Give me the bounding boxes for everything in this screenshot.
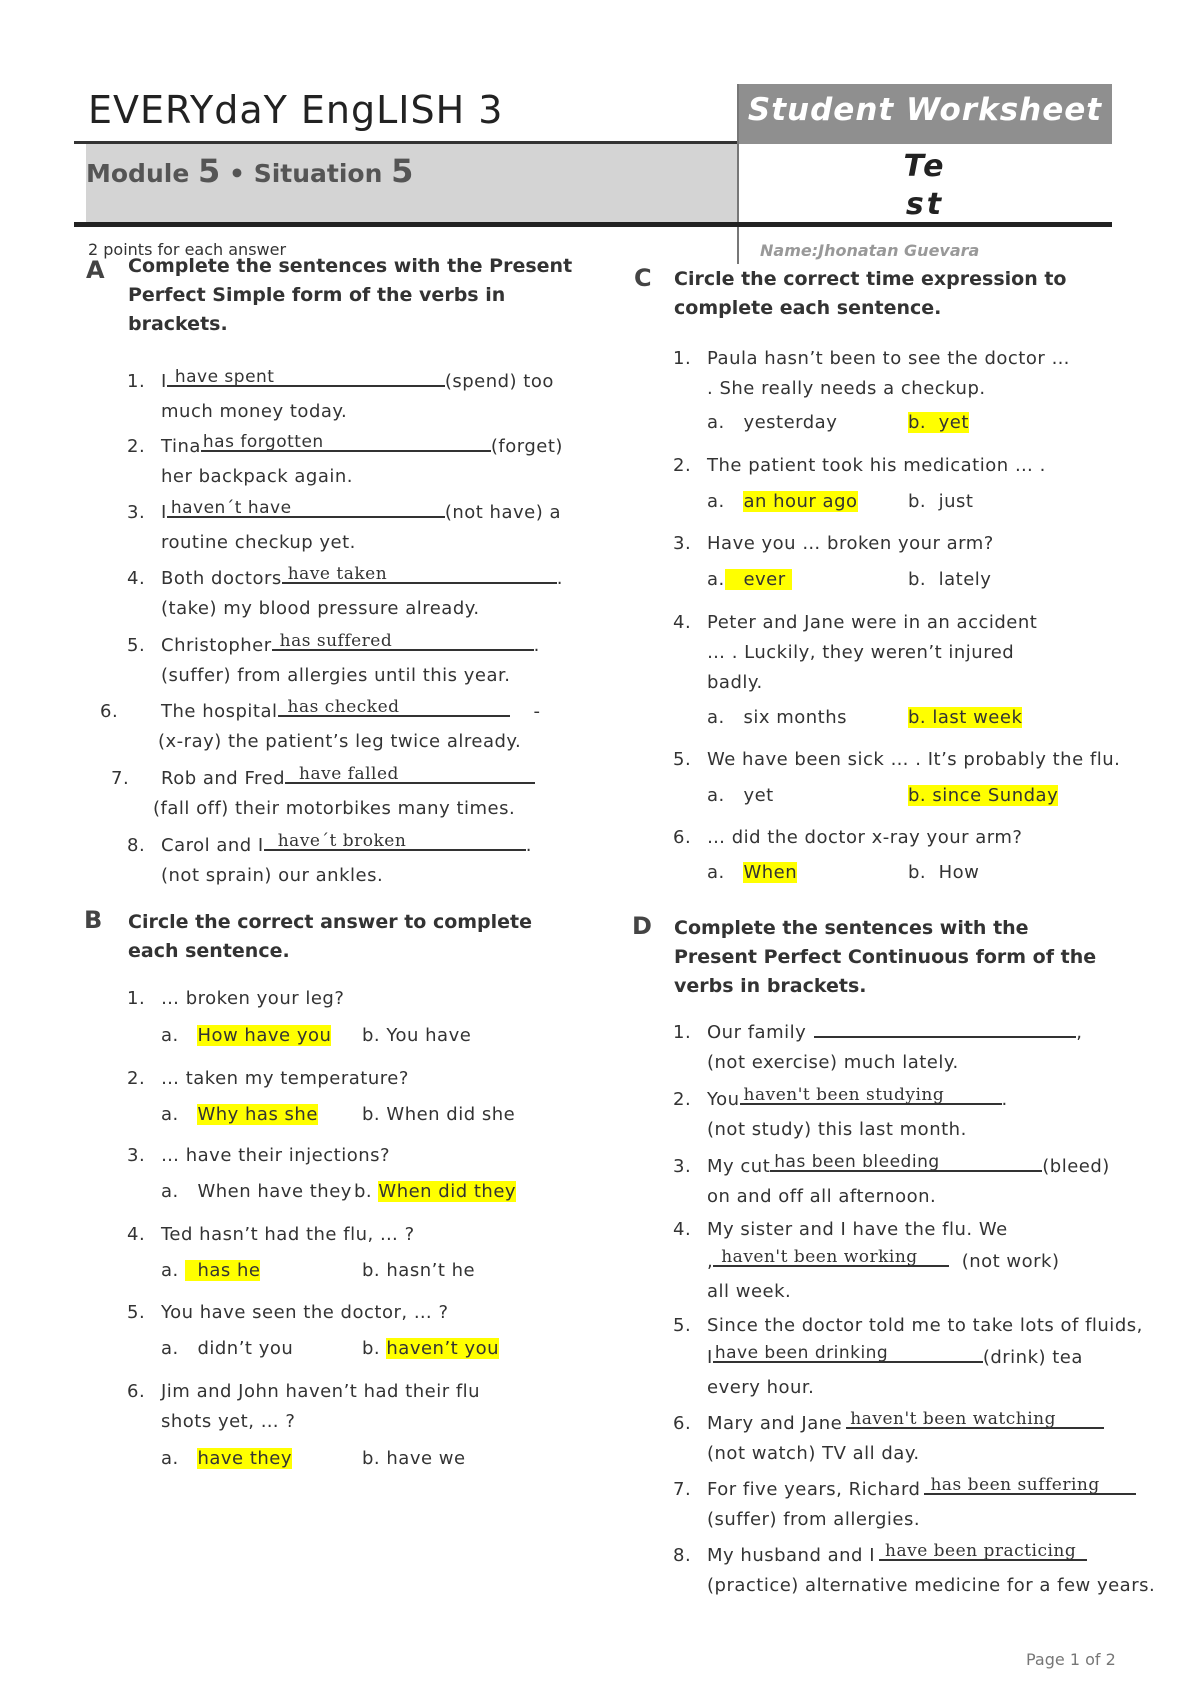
section-d-title-line: verbs in brackets. [674, 975, 867, 997]
section-d-item-8 [673, 1539, 1193, 1601]
option-a[interactable] [707, 412, 837, 433]
sentence-continuation: on and off all afternoon. [707, 1186, 937, 1207]
section-b-title-line: each sentence. [128, 940, 290, 962]
punctuation: - [533, 701, 541, 722]
sentence-start: My cut [707, 1156, 771, 1177]
item-number: 8. [127, 835, 146, 856]
sentence-continuation: her backpack again. [161, 466, 353, 487]
section-b-item-6 [127, 1377, 587, 1437]
option-label: b. [362, 1104, 381, 1125]
section-b-item-5 [127, 1298, 587, 1328]
option-label: a. [161, 1025, 179, 1046]
sentence-start: Carol and I [161, 835, 264, 856]
option-a[interactable] [707, 707, 847, 728]
module-situation-label [86, 152, 413, 190]
option-a[interactable] [161, 1448, 292, 1469]
student-worksheet-label: Student Worksheet [747, 92, 1103, 128]
section-c-item-1 [673, 344, 1153, 404]
sentence-start: I [707, 1347, 713, 1368]
question-text: We have been sick … . It’s probably the flu. [707, 749, 1121, 770]
item-number: 4. [673, 1219, 692, 1240]
sentence-start: I [161, 502, 167, 523]
student-name: Name:Jhonatan Guevara [760, 241, 980, 260]
option-text: yesterday [743, 412, 838, 433]
option-label: a. [161, 1181, 179, 1202]
item-number: 2. [673, 455, 692, 476]
answer-blank[interactable] [201, 430, 491, 452]
worksheet-title: EVERYdaY EngLISH 3 [88, 88, 504, 132]
item-number: 5. [673, 749, 692, 770]
answer-blank[interactable] [713, 1341, 983, 1363]
item-number: 3. [673, 1156, 692, 1177]
answer-text: has been suffering [930, 1475, 1100, 1495]
section-a-item-1 [127, 365, 587, 427]
verb-hint: (drink) tea [982, 1347, 1083, 1368]
option-label: b. [362, 1448, 381, 1469]
option-label: a. [161, 1260, 179, 1281]
selected-answer: haven’t you [386, 1338, 500, 1359]
question-continuation: shots yet, … ? [161, 1411, 296, 1432]
option-text: hasn’t he [386, 1260, 476, 1281]
option-text: lately [938, 569, 992, 590]
sentence-continuation: (fall off) their motorbikes many times. [153, 798, 516, 819]
item-number: 3. [127, 1145, 146, 1166]
question-continuation: … . Luckily, they weren’t injured [707, 642, 1015, 663]
selected-answer: last week [932, 707, 1023, 728]
selected-answer: Why has she [197, 1104, 318, 1125]
answer-text: has checked [287, 697, 400, 717]
selected-answer: When did they [378, 1181, 517, 1202]
answer-blank[interactable] [924, 1473, 1136, 1495]
sentence-start: Since the doctor told me to take lots of fluids, [707, 1315, 1143, 1336]
selected-answer: When [743, 862, 798, 883]
option-b[interactable] [908, 412, 969, 433]
section-d-title-line: Present Perfect Continuous form of the [674, 946, 1097, 968]
option-label: b. [908, 785, 927, 806]
sentence-continuation: every hour. [707, 1377, 815, 1398]
item-number: 7. [673, 1479, 692, 1500]
option-text: When have they [197, 1181, 352, 1202]
question-continuation: badly. [707, 672, 763, 693]
section-a-letter: A [86, 256, 105, 284]
question-text: … did the doctor x-ray your arm? [707, 827, 1023, 848]
option-label: a. [707, 491, 725, 512]
option-b[interactable] [908, 491, 973, 512]
section-b-letter: B [84, 906, 103, 934]
option-label: a. [161, 1104, 179, 1125]
module-number: 5 [198, 152, 221, 190]
question-text: The patient took his medication … . [707, 455, 1046, 476]
sentence-start: My husband and I [707, 1545, 876, 1566]
answer-text: have been practicing [885, 1541, 1077, 1561]
sentence-continuation: routine checkup yet. [161, 532, 356, 553]
option-text: You have [386, 1025, 472, 1046]
section-d-item-1 [673, 1016, 1153, 1078]
option-label: b. [908, 707, 927, 728]
option-b[interactable] [908, 862, 979, 883]
punctuation: , [1076, 1022, 1083, 1043]
points-note: 2 points for each answer [88, 240, 287, 259]
answer-text: have spent [174, 367, 275, 387]
punctuation: . [556, 568, 563, 589]
answer-blank[interactable] [278, 695, 510, 717]
verb-hint: (forget) [490, 436, 563, 457]
answer-text: has been bleeding [774, 1152, 940, 1172]
option-text: six months [743, 707, 847, 728]
answer-blank[interactable] [846, 1407, 1104, 1429]
section-c-item-3 [673, 529, 1153, 559]
answer-text: have been drinking [714, 1343, 889, 1363]
selected-answer: an hour ago [743, 491, 858, 512]
option-a[interactable] [707, 491, 858, 512]
item-number: 3. [673, 533, 692, 554]
option-a[interactable] [161, 1104, 318, 1125]
section-a-item-5 [127, 629, 587, 691]
answer-blank[interactable] [879, 1539, 1087, 1561]
item-number: 2. [127, 436, 146, 457]
answer-blank[interactable] [285, 762, 535, 784]
option-text: When did she [386, 1104, 516, 1125]
sentence-continuation: (suffer) from allergies. [707, 1509, 921, 1530]
option-b[interactable] [362, 1338, 499, 1359]
answer-blank[interactable] [272, 629, 534, 651]
sentence-continuation: (not exercise) much lately. [707, 1052, 959, 1073]
section-c-title-line: Circle the correct time expression to [674, 268, 1067, 290]
item-number: 1. [673, 1022, 692, 1043]
sentence-continuation: (take) my blood pressure already. [161, 598, 480, 619]
option-a[interactable] [161, 1025, 331, 1046]
option-label: b. [362, 1260, 381, 1281]
section-d-item-4: 4. My sister and I have the flu. We , haven't been working (not work) all week. [673, 1215, 1153, 1307]
verb-hint: (not work) [961, 1251, 1060, 1272]
section-d-item-3 [673, 1150, 1153, 1212]
item-number: 1. [127, 371, 146, 392]
item-number: 5. [127, 1302, 146, 1323]
option-b[interactable] [908, 707, 1022, 728]
sentence-start: You [707, 1089, 740, 1110]
section-b-item-1 [127, 984, 587, 1014]
option-a[interactable] [161, 1338, 293, 1359]
option-a[interactable] [707, 785, 774, 806]
sentence-start: The hospital [161, 701, 278, 722]
section-d-letter: D [632, 912, 652, 940]
option-b[interactable] [362, 1448, 466, 1469]
answer-blank[interactable] [167, 496, 445, 518]
section-a-title [128, 252, 572, 339]
section-a-title-line: brackets. [128, 313, 228, 335]
section-b-title [128, 908, 532, 966]
sentence-start: For five years, Richard [707, 1479, 921, 1500]
section-a-item-3 [127, 496, 587, 558]
punctuation: . [1001, 1089, 1008, 1110]
item-number: 3. [127, 502, 146, 523]
section-b-item-2 [127, 1064, 587, 1094]
option-b[interactable] [362, 1260, 475, 1281]
answer-text: have´t broken [277, 831, 407, 851]
answer-text: haven't been working [721, 1247, 918, 1267]
answer-text: haven't been watching [850, 1409, 1056, 1429]
selected-answer: have they [197, 1448, 293, 1469]
option-b[interactable] [908, 785, 1058, 806]
verb-hint: (not have) a [444, 502, 561, 523]
option-label: a. [707, 785, 725, 806]
section-b-item-4 [127, 1220, 587, 1250]
option-text: didn’t you [197, 1338, 294, 1359]
question-text: Jim and John haven’t had their flu [161, 1381, 481, 1402]
bullet-separator: • [228, 159, 245, 188]
answer-blank[interactable] [814, 1016, 1076, 1038]
sentence-start: I [161, 371, 167, 392]
section-c-title-line: complete each sentence. [674, 297, 942, 319]
option-label: a. [161, 1448, 179, 1469]
question-text: … taken my temperature? [161, 1068, 409, 1089]
option-b[interactable] [362, 1025, 471, 1046]
sentence-continuation: (x-ray) the patient’s leg twice already. [158, 731, 522, 752]
section-a-title-line: Perfect Simple form of the verbs in [128, 284, 506, 306]
answer-text: have taken [287, 564, 388, 584]
section-a-item-6 [100, 695, 590, 757]
sentence-continuation: (practice) alternative medicine for a few years. [707, 1575, 1156, 1596]
item-number: 2. [127, 1068, 146, 1089]
question-text: … broken your leg? [161, 988, 345, 1009]
section-c-item-4 [673, 608, 1153, 698]
option-a[interactable] [161, 1260, 260, 1281]
answer-blank[interactable] [713, 1245, 949, 1267]
page-number: Page 1 of 2 [1026, 1650, 1116, 1669]
option-b[interactable] [908, 569, 991, 590]
option-text: How [938, 862, 980, 883]
option-text: yet [743, 785, 774, 806]
selected-answer: How have you [197, 1025, 332, 1046]
section-b-item-3 [127, 1141, 587, 1171]
sentence-start: Rob and Fred [161, 768, 285, 789]
answer-blank[interactable] [770, 1150, 1042, 1172]
section-a-item-2 [127, 430, 587, 492]
section-c-item-6 [673, 823, 1153, 853]
question-text: Have you … broken your arm? [707, 533, 994, 554]
selected-answer: yet [938, 412, 969, 433]
option-label: b. [354, 1181, 373, 1202]
section-a-item-8 [127, 829, 587, 891]
section-a-item-4 [127, 562, 587, 624]
section-c-item-2 [673, 451, 1153, 481]
option-label: b. [908, 412, 927, 433]
option-text: just [938, 491, 974, 512]
option-a[interactable] [707, 862, 797, 883]
test-label [738, 148, 1112, 224]
selected-answer: ever [743, 569, 786, 590]
item-number: 7. [111, 768, 130, 789]
question-text: Ted hasn’t had the flu, … ? [161, 1224, 415, 1245]
section-c-item-5 [673, 745, 1173, 775]
punctuation: . [533, 635, 540, 656]
option-label: b. [362, 1025, 381, 1046]
option-label: a. [707, 862, 725, 883]
option-a[interactable] [161, 1181, 352, 1202]
item-number: 2. [673, 1089, 692, 1110]
section-d-item-2 [673, 1083, 1153, 1145]
option-label: b. [908, 491, 927, 512]
item-number: 6. [127, 1381, 146, 1402]
option-text: have we [386, 1448, 466, 1469]
item-number: 4. [127, 1224, 146, 1245]
situation-number: 5 [391, 152, 414, 190]
item-number: 6. [673, 1413, 692, 1434]
question-text: … have their injections? [161, 1145, 391, 1166]
section-d-item-7 [673, 1473, 1173, 1535]
answer-blank[interactable] [167, 365, 445, 387]
section-c-title [674, 265, 1066, 323]
item-number: 6. [673, 827, 692, 848]
sentence-start: Mary and Jane [707, 1413, 843, 1434]
question-continuation: . She really needs a checkup. [707, 378, 986, 399]
answer-text: has forgotten [202, 432, 324, 452]
option-label: a. [707, 707, 725, 728]
sentence-continuation: all week. [707, 1281, 792, 1302]
option-b[interactable] [354, 1181, 516, 1202]
answer-blank[interactable] [264, 829, 526, 851]
module-word: Module [86, 159, 190, 188]
selected-answer: has he [197, 1260, 261, 1281]
section-c-letter: C [634, 264, 652, 292]
item-number: 8. [673, 1545, 692, 1566]
sentence-continuation: much money today. [161, 401, 348, 422]
punctuation: . [525, 835, 532, 856]
item-number: 6. [100, 701, 119, 722]
option-label: a. [161, 1338, 179, 1359]
test-label-line2: st [905, 187, 945, 222]
question-text: You have seen the doctor, … ? [161, 1302, 449, 1323]
section-d-title-line: Complete the sentences with the [674, 917, 1029, 939]
verb-hint: (spend) too [444, 371, 554, 392]
option-label: b. [908, 862, 927, 883]
section-b-title-line: Circle the correct answer to complete [128, 911, 533, 933]
answer-blank[interactable] [740, 1083, 1002, 1105]
sentence-start: Tina [161, 436, 201, 457]
item-number: 5. [127, 635, 146, 656]
test-label-line1: Te [903, 149, 947, 184]
option-a[interactable] [707, 569, 792, 590]
sentence-continuation: (suffer) from allergies until this year. [161, 665, 511, 686]
option-label: b. [908, 569, 927, 590]
sentence-continuation: (not sprain) our ankles. [161, 865, 384, 886]
question-text: Paula hasn’t been to see the doctor … [707, 348, 1070, 369]
sentence-start: Our family [707, 1022, 807, 1043]
option-label: a. [707, 412, 725, 433]
sentence-start: Christopher [161, 635, 272, 656]
section-d-item-6 [673, 1407, 1173, 1469]
item-number: 4. [127, 568, 146, 589]
sentence-continuation: (not study) this last month. [707, 1119, 967, 1140]
sentence-start: Both doctors [161, 568, 282, 589]
question-text: Peter and Jane were in an accident [707, 612, 1038, 633]
answer-blank[interactable] [282, 562, 557, 584]
section-d-title [674, 914, 1096, 1001]
option-label: b. [362, 1338, 381, 1359]
section-d-item-5 [673, 1311, 1173, 1403]
option-label: a. [707, 569, 725, 590]
item-number: 1. [127, 988, 146, 1009]
item-number: 4. [673, 612, 692, 633]
answer-text: haven't been studying [743, 1085, 945, 1105]
answer-text: haven´t have [170, 498, 292, 518]
verb-hint: (bleed) [1042, 1156, 1110, 1177]
situation-word: Situation [253, 159, 383, 188]
option-b[interactable] [362, 1104, 515, 1125]
sentence-start: My sister and I have the flu. We [707, 1219, 1008, 1240]
section-a-item-7 [111, 762, 601, 824]
section-a-title-line: Complete the sentences with the Present [128, 255, 573, 277]
item-number: 1. [673, 348, 692, 369]
selected-answer: since Sunday [932, 785, 1059, 806]
answer-text: has suffered [279, 631, 393, 651]
sentence-continuation: (not watch) TV all day. [707, 1443, 920, 1464]
answer-text: have falled [299, 764, 399, 784]
item-number: 5. [673, 1315, 692, 1336]
